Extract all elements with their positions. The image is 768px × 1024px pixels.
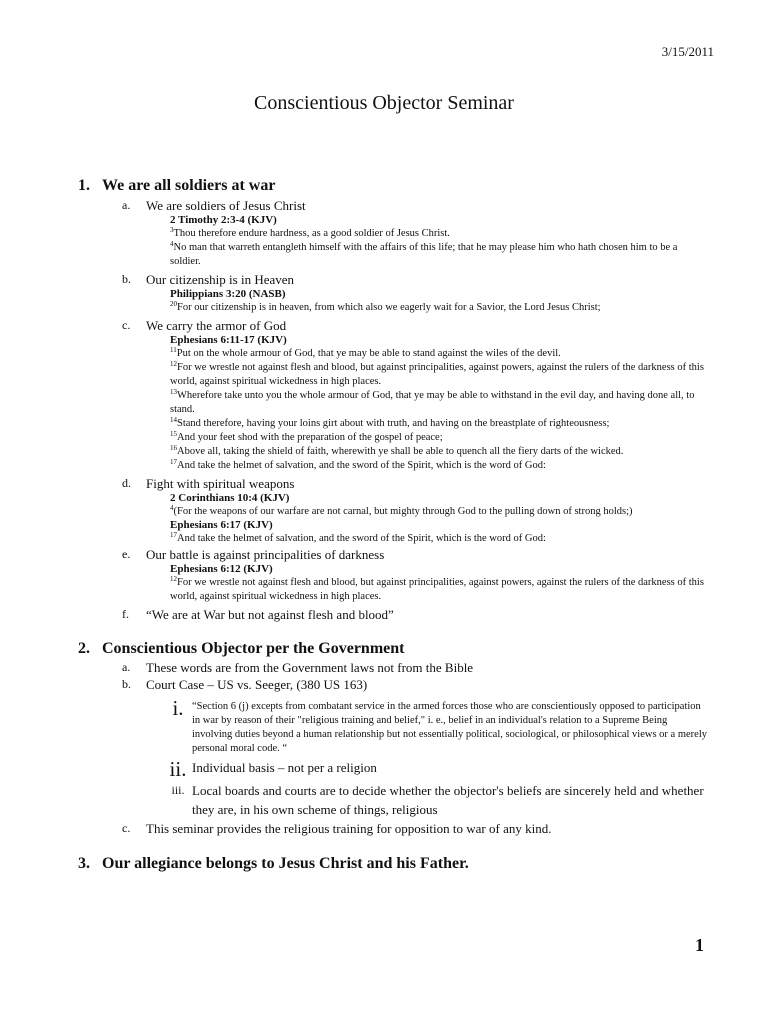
item-letter: a.: [122, 660, 131, 674]
item-1f: [122, 606, 710, 623]
item-1c: [122, 317, 710, 334]
verse-number: 4: [170, 240, 174, 248]
item-1a: [122, 197, 710, 214]
verse: [170, 445, 710, 459]
section-number: 2.: [78, 640, 90, 657]
section-title: Our allegiance belongs to Jesus Christ and his Father.: [102, 855, 469, 872]
verse-number: 14: [170, 416, 177, 424]
verse-number: 4: [170, 504, 174, 512]
document-date: 3/15/2011: [661, 44, 714, 59]
verse-number: 12: [170, 575, 177, 583]
subitem-text: Local boards and courts are to decide whether the objector's beliefs are sincerely held and whether they are, in his own scheme of things, religious: [192, 783, 704, 817]
verse-text: Above all, taking the shield of faith, wherewith ye shall be able to quench all the fiery darts of the wicked.: [177, 446, 624, 457]
section-number: 1.: [78, 177, 90, 194]
verse-number: 16: [170, 444, 177, 452]
item-text: This seminar provides the religious training for opposition to war of any kind.: [146, 821, 552, 836]
scripture-reference: 2 Corinthians 10:4 (KJV): [170, 492, 290, 504]
verse: [170, 389, 710, 417]
verse: [170, 431, 710, 445]
item-text: Our battle is against principalities of darkness: [146, 547, 385, 562]
item-letter: b.: [122, 677, 131, 691]
item-text: “We are at War but not against flesh and blood”: [146, 607, 394, 622]
verse-text: Put on the whole armour of God, that ye may be able to stand against the wiles of the devil.: [176, 348, 561, 359]
document-title: Conscientious Objector Seminar: [254, 92, 514, 114]
verse: [170, 361, 710, 389]
item-letter: c.: [122, 318, 131, 332]
item-letter: e.: [122, 547, 131, 561]
scripture-reference: Philippians 3:20 (NASB): [170, 288, 286, 300]
verse-text: For we wrestle not against flesh and blood, but against principalities, against powers, against the rulers of the darkness of this world, against spiritual wickedness in high places.: [170, 362, 704, 387]
scripture-reference: Ephesians 6:12 (KJV): [170, 563, 273, 575]
verse-number: 3: [170, 226, 174, 234]
verse-number: 17: [170, 531, 177, 539]
item-text: We carry the armor of God: [146, 318, 287, 333]
section-number: 3.: [78, 855, 90, 872]
subitem-iii: [164, 781, 710, 819]
section-1-heading: [78, 176, 710, 196]
section-title: We are all soldiers at war: [102, 177, 276, 194]
verse-text: Wherefore take unto you the whole armour of God, that ye may be able to withstand in the evil day, and having done all, to stand.: [170, 390, 695, 415]
item-2a: [122, 659, 710, 676]
verse: [170, 505, 710, 519]
item-letter: f.: [122, 607, 129, 621]
verse: [170, 459, 710, 473]
item-letter: c.: [122, 821, 131, 835]
verse-text: Stand therefore, having your loins girt about with truth, and having on the breastplate of righteousness;: [177, 418, 610, 429]
page-number: 1: [695, 935, 704, 955]
section-title: Conscientious Objector per the Government: [102, 640, 405, 657]
verse-text: And your feet shod with the preparation of the gospel of peace;: [177, 432, 443, 443]
subitem-ii: [164, 758, 710, 780]
verse-text: And take the helmet of salvation, and the sword of the Spirit, which is the word of God:: [177, 533, 546, 544]
section-2-heading: [78, 639, 710, 659]
item-letter: a.: [122, 198, 131, 212]
item-1e: [122, 546, 710, 563]
subitem-text: Individual basis – not per a religion: [192, 760, 377, 775]
verse-number: 20: [170, 300, 177, 308]
roman-numeral: ii.: [169, 757, 187, 781]
verse-text: Thou therefore endure hardness, as a good soldier of Jesus Christ.: [173, 228, 450, 239]
verse-text: For our citizenship is in heaven, from which also we eagerly wait for a Savior, the Lord Jesus Christ;: [177, 302, 601, 313]
item-text: Our citizenship is in Heaven: [146, 272, 295, 287]
quotation-text: “Section 6 (j) excepts from combatant service in the armed forces those who are conscientiously opposed to participation in war by reason of their "religious training and belief," i. e., belief in an individual's relation to a Supreme Being involving duties beyond a human relationship but not essentially political, sociological, or philosophical views or a merely personal moral code. “: [192, 701, 707, 754]
verse-text: For we wrestle not against flesh and blood, but against principalities, against powers, against the rulers of the darkness of this world, against spiritual wickedness in high places.: [170, 577, 704, 602]
verse: [170, 532, 710, 546]
subitem-i: [164, 697, 710, 756]
item-text: Court Case – US vs. Seeger, (380 US 163): [146, 677, 368, 692]
verse: [170, 241, 710, 269]
document-body: [78, 176, 710, 874]
verse-number: 15: [170, 430, 177, 438]
verse-number: 12: [170, 360, 177, 368]
verse: [170, 227, 710, 241]
scripture-reference: 2 Timothy 2:3-4 (KJV): [170, 214, 277, 226]
verse: [170, 576, 710, 604]
verse: [170, 347, 710, 361]
section-3-heading: [78, 854, 710, 874]
verse-text: (For the weapons of our warfare are not carnal, but mighty through God to the pulling down of strong holds;): [173, 506, 633, 517]
scripture-reference: Ephesians 6:17 (KJV): [170, 519, 273, 531]
verse: [170, 301, 710, 315]
verse-number: 11: [170, 346, 177, 354]
item-1d: [122, 475, 710, 492]
item-1b: [122, 271, 710, 288]
verse-number: 17: [170, 458, 177, 466]
item-text: These words are from the Government laws not from the Bible: [146, 660, 474, 675]
scripture-reference: Ephesians 6:11-17 (KJV): [170, 334, 287, 346]
verse-text: And take the helmet of salvation, and the sword of the Spirit, which is the word of God:: [177, 460, 546, 471]
verse-text: No man that warreth entangleth himself with the affairs of this life; that he may please him who hath chosen him to be a soldier.: [170, 242, 678, 267]
verse: [170, 417, 710, 431]
roman-numeral: i.: [172, 696, 184, 720]
item-letter: b.: [122, 272, 131, 286]
roman-numeral: iii.: [171, 783, 185, 797]
item-letter: d.: [122, 476, 131, 490]
item-2b: [122, 676, 710, 693]
item-text: Fight with spiritual weapons: [146, 476, 295, 491]
item-text: We are soldiers of Jesus Christ: [146, 198, 306, 213]
verse-number: 13: [170, 388, 177, 396]
item-2c: [122, 820, 710, 837]
